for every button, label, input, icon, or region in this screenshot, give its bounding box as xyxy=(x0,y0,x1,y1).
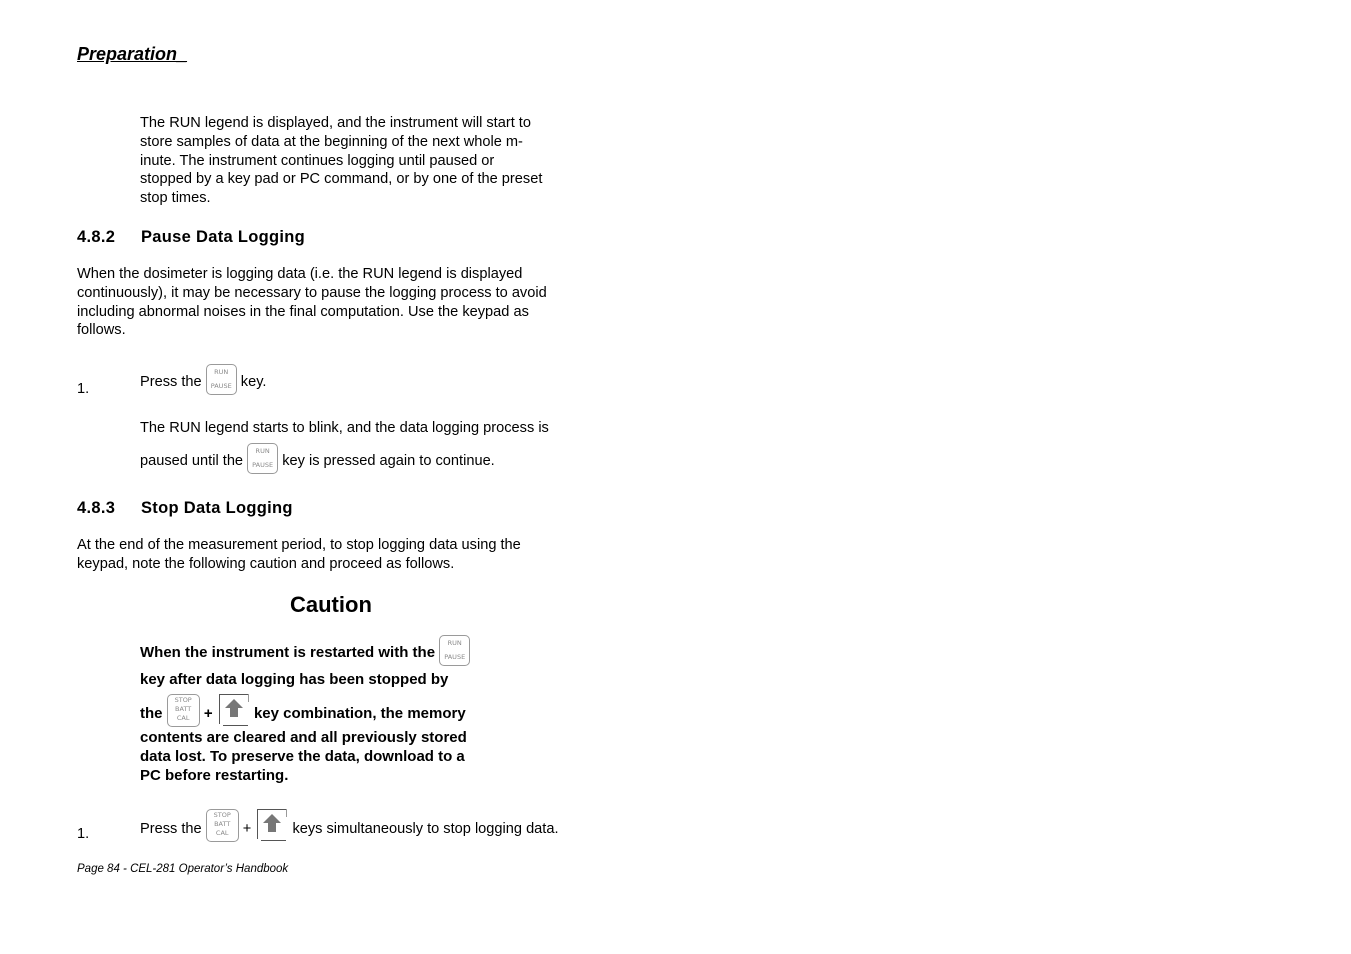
step-number: 1. xyxy=(77,381,90,397)
text-line: stopped by a key pad or PC command, or by one of the preset xyxy=(140,171,543,188)
step-text: Press the xyxy=(140,821,202,838)
stop-step-1 xyxy=(140,805,559,839)
caution-line-1 xyxy=(140,632,470,663)
section-number: 4.8.3 xyxy=(77,499,116,517)
caution-line-5: data lost. To preserve the data, download to a xyxy=(140,748,465,765)
note-text: paused until the xyxy=(140,453,244,470)
key-label: RUN xyxy=(447,639,462,647)
text-line: stop times. xyxy=(140,190,211,207)
key-label: PAUSE xyxy=(210,382,232,390)
stop-batt-cal-key-icon xyxy=(206,809,239,842)
section-heading-stop xyxy=(77,499,293,518)
key-label: BATT xyxy=(175,705,192,713)
text-line: At the end of the measurement period, to stop logging data using the xyxy=(77,537,521,553)
plus-sign: + xyxy=(242,821,252,838)
section-title: Stop Data Logging xyxy=(141,499,293,517)
text-line: keypad, note the following caution and proceed as follows. xyxy=(77,555,455,572)
text-line: The RUN legend is displayed, and the instrument will start to xyxy=(140,115,531,131)
step-text: key. xyxy=(240,374,267,391)
key-label: CAL xyxy=(215,829,229,837)
up-arrow-key-icon xyxy=(217,693,250,727)
intro-paragraph xyxy=(140,114,542,208)
text-line: follows. xyxy=(77,322,126,339)
step-text: keys simultaneously to stop logging data. xyxy=(292,821,559,838)
note-text: key is pressed again to continue. xyxy=(282,453,495,470)
section-heading-pause xyxy=(77,228,305,247)
stop-batt-cal-key-icon xyxy=(167,694,200,727)
plus-sign: + xyxy=(203,705,213,723)
caution-text: key combination, the memory xyxy=(253,705,466,723)
pause-step-1 xyxy=(140,361,266,392)
key-label: RUN xyxy=(214,368,229,376)
key-label: BATT xyxy=(214,820,231,828)
section-title: Pause Data Logging xyxy=(141,228,306,246)
key-label: STOP xyxy=(213,811,231,819)
step-number: 1. xyxy=(77,826,90,842)
page-header: Preparation_ xyxy=(77,44,188,64)
pause-paragraph xyxy=(77,265,547,340)
key-label: PAUSE xyxy=(444,653,466,661)
text-line: When the dosimeter is logging data (i.e. the RUN legend is displayed xyxy=(77,266,523,282)
up-arrow-key-icon xyxy=(255,808,288,842)
stop-paragraph xyxy=(77,536,521,574)
text-line: continuously), it may be necessary to pause the logging process to avoid xyxy=(77,284,547,301)
caution-line-2: key after data logging has been stopped by xyxy=(140,671,449,688)
caution-text: When the instrument is restarted with the xyxy=(140,644,436,662)
key-label: CAL xyxy=(176,714,190,722)
run-pause-key-icon xyxy=(206,364,237,395)
run-pause-key-icon xyxy=(247,443,278,474)
caution-line-6: PC before restarting. xyxy=(140,767,289,784)
step-text: Press the xyxy=(140,374,202,391)
key-label: RUN xyxy=(255,447,270,455)
caution-title: Caution xyxy=(290,592,372,617)
text-line: including abnormal noises in the final computation. Use the keypad as xyxy=(77,303,529,320)
text-line: store samples of data at the beginning of the next whole m- xyxy=(140,133,523,150)
key-label: PAUSE xyxy=(252,461,274,469)
pause-note xyxy=(140,440,495,471)
key-label: STOP xyxy=(174,696,192,704)
run-pause-key-icon xyxy=(439,635,470,666)
text-line: inute. The instrument continues logging until paused or xyxy=(140,152,495,169)
section-number: 4.8.2 xyxy=(77,228,116,246)
caution-text: the xyxy=(140,705,163,723)
caution-line-3 xyxy=(140,690,466,724)
pause-note-line: The RUN legend starts to blink, and the data logging process is xyxy=(140,420,549,436)
page-footer: Page 84 - CEL-281 Operator’s Handbook xyxy=(77,863,289,875)
caution-line-4: contents are cleared and all previously stored xyxy=(140,729,467,746)
